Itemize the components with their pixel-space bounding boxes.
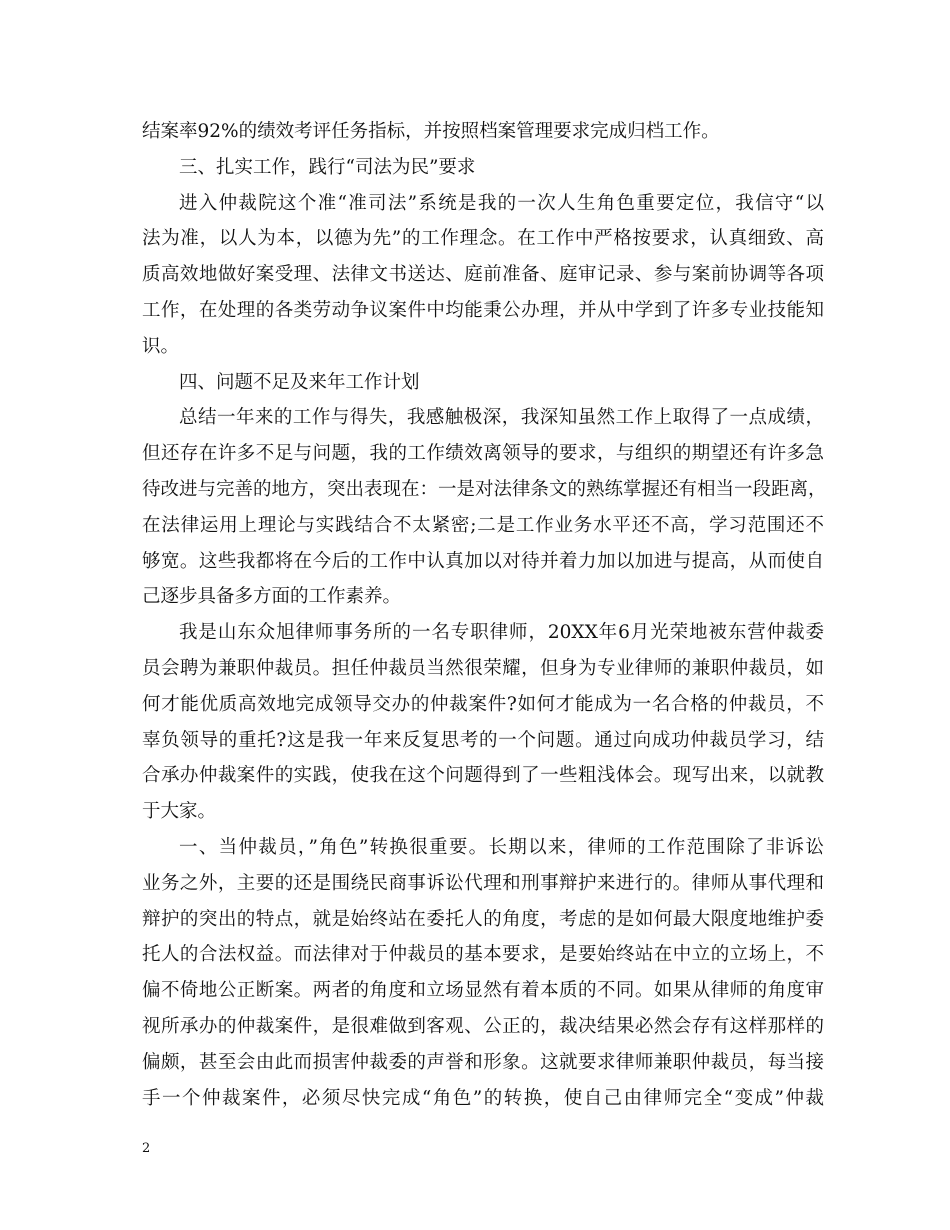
text-line: 法为准，以人为本，以德为先”的工作理念。在工作中严格按要求，认真细致、高 <box>142 228 824 250</box>
text-line: 何才能优质高效地完成领导交办的仲裁案件?如何才能成为一名合格的仲裁员，不 <box>142 693 824 715</box>
text-line: 员会聘为兼职仲裁员。担任仲裁员当然很荣耀，但身为专业律师的兼职仲裁员，如 <box>142 657 824 679</box>
text-line: 总结一年来的工作与得失，我感触极深，我深知虽然工作上取得了一点成绩， <box>179 407 824 429</box>
text-line: 一、当仲裁员，”角色”转换很重要。长期以来，律师的工作范围除了非诉讼 <box>179 836 824 858</box>
text-line: 辩护的突出的特点，就是始终站在委托人的角度，考虑的是如何最大限度地维护委 <box>142 908 824 930</box>
text-line: 合承办仲裁案件的实践，使我在这个问题得到了一些粗浅体会。现写出来，以就教 <box>142 765 824 787</box>
text-line: 偏颇，甚至会由此而损害仲裁委的声誉和形象。这就要求律师兼职仲裁员，每当接 <box>142 1051 824 1073</box>
text-line: 我是山东众旭律师事务所的一名专职律师，20XX年6月光荣地被东营仲裁委 <box>179 622 824 644</box>
text-line: 但还存在许多不足与问题，我的工作绩效离领导的要求，与组织的期望还有许多急 <box>142 443 824 465</box>
page-number: 2 <box>142 1141 151 1156</box>
text-line: 结案率92%的绩效考评任务指标，并按照档案管理要求完成归档工作。 <box>142 121 720 142</box>
text-line: 三、扎实工作，践行“司法为民”要求 <box>179 156 476 178</box>
text-line: 进入仲裁院这个准“准司法”系统是我的一次人生角色重要定位，我信守“以 <box>179 192 824 214</box>
text-line: 托人的合法权益。而法律对于仲裁员的基本要求，是要始终站在中立的立场上，不 <box>142 944 824 966</box>
text-line: 于大家。 <box>142 801 217 823</box>
text-line: 在法律运用上理论与实践结合不太紧密;二是工作业务水平还不高，学习范围还不 <box>142 514 824 536</box>
text-line: 业务之外，主要的还是围绕民商事诉讼代理和刑事辩护来进行的。律师从事代理和 <box>142 872 824 894</box>
text-line: 质高效地做好案受理、法律文书送达、庭前准备、庭审记录、参与案前协调等各项 <box>142 264 824 286</box>
text-line: 视所承办的仲裁案件，是很难做到客观、公正的，裁决结果必然会存有这样那样的 <box>142 1015 824 1037</box>
text-line: 够宽。这些我都将在今后的工作中认真加以对待并着力加以加进与提高，从而使自 <box>142 550 824 572</box>
text-line: 四、问题不足及来年工作计划 <box>179 371 420 393</box>
text-line: 待改进与完善的地方，突出表现在：一是对法律条文的熟练掌握还有相当一段距离， <box>142 478 827 500</box>
text-line: 偏不倚地公正断案。两者的角度和立场显然有着本质的不同。如果从律师的角度审 <box>142 980 824 1002</box>
text-line: 辜负领导的重托?这是我一年来反复思考的一个问题。通过向成功仲裁员学习，结 <box>142 729 824 751</box>
text-line: 识。 <box>142 335 180 357</box>
text-line: 工作，在处理的各类劳动争议案件中均能秉公办理，并从中学到了许多专业技能知 <box>142 299 824 321</box>
text-line: 手一个仲裁案件，必须尽快完成“角色”的转换，使自己由律师完全“变成”仲裁 <box>142 1087 824 1109</box>
body-text <box>142 114 827 1116</box>
text-line: 己逐步具备多方面的工作素养。 <box>142 586 402 608</box>
